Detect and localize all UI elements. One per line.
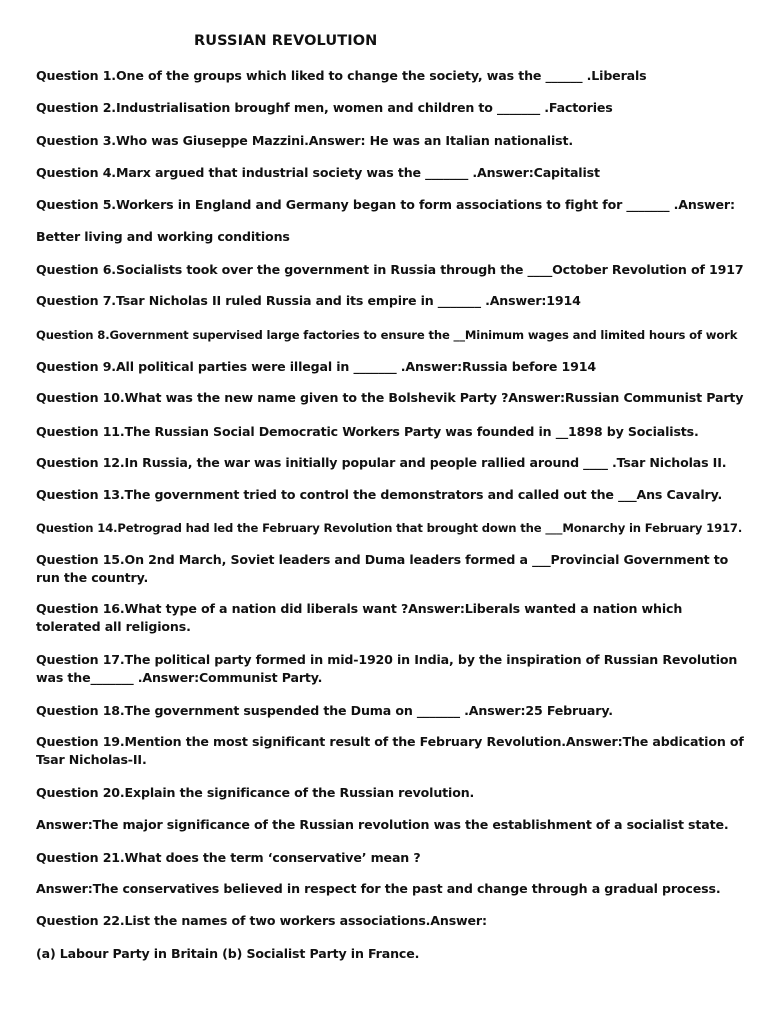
question-22: Question 22.List the names of two workers associations.Answer: [36,913,487,928]
answer-22: (a) Labour Party in Britain (b) Socialist Party in France. [36,946,420,961]
question-5: Question 5.Workers in England and Germany began to form associations to fight for _______ .Answer: [36,197,735,212]
question-16: Question 16.What type of a nation did liberals want ?Answer:Liberals wanted a nation which tolerated all religions. [36,601,683,634]
question-3: Question 3.Who was Giuseppe Mazzini.Answer: He was an Italian nationalist. [36,133,573,148]
question-11: Question 11.The Russian Social Democratic Workers Party was founded in __1898 by Socialists. [36,424,699,439]
document-title: RUSSIAN REVOLUTION [194,33,378,49]
question-4: Question 4.Marx argued that industrial society was the _______ .Answer:Capitalist [36,165,600,180]
question-10: Question 10.What was the new name given to the Bolshevik Party ?Answer:Russian Communist Party [36,390,744,405]
question-15: Question 15.On 2nd March, Soviet leaders and Duma leaders formed a ___Provincial Government to run the country. [36,552,729,585]
question-8: Question 8.Government supervised large factories to ensure the __Minimum wages and limited hours of work [36,328,738,342]
question-19: Question 19.Mention the most significant result of the February Revolution.Answer:The abdication of Tsar Nicholas-II. [36,734,744,767]
question-14: Question 14.Petrograd had led the February Revolution that brought down the ___Monarchy in February 1917. [36,521,743,535]
question-12: Question 12.In Russia, the war was initially popular and people rallied around ____ .Tsar Nicholas II. [36,455,727,470]
question-2: Question 2.Industrialisation broughf men, women and children to _______ .Factories [36,100,613,115]
question-21: Question 21.What does the term ‘conservative’ mean ? [36,850,421,865]
question-1: Question 1.One of the groups which liked to change the society, was the ______ .Liberals [36,68,647,83]
question-18: Question 18.The government suspended the Duma on _______ .Answer:25 February. [36,703,613,718]
question-20: Question 20.Explain the significance of the Russian revolution. [36,785,475,800]
answer-21: Answer:The conservatives believed in respect for the past and change through a gradual process. [36,881,721,896]
answer-20: Answer:The major significance of the Russian revolution was the establishment of a socialist state. [36,817,729,832]
question-7: Question 7.Tsar Nicholas II ruled Russia and its empire in _______ .Answer:1914 [36,293,581,308]
question-17: Question 17.The political party formed in mid-1920 in India, by the inspiration of Russian Revolution was the_______ .Answer:Communist Party. [36,652,738,685]
question-13: Question 13.The government tried to control the demonstrators and called out the ___Ans Cavalry. [36,487,723,502]
question-9: Question 9.All political parties were illegal in _______ .Answer:Russia before 1914 [36,359,596,374]
answer-5: Better living and working conditions [36,229,290,244]
question-6: Question 6.Socialists took over the government in Russia through the ____October Revolution of 1917 [36,262,744,277]
